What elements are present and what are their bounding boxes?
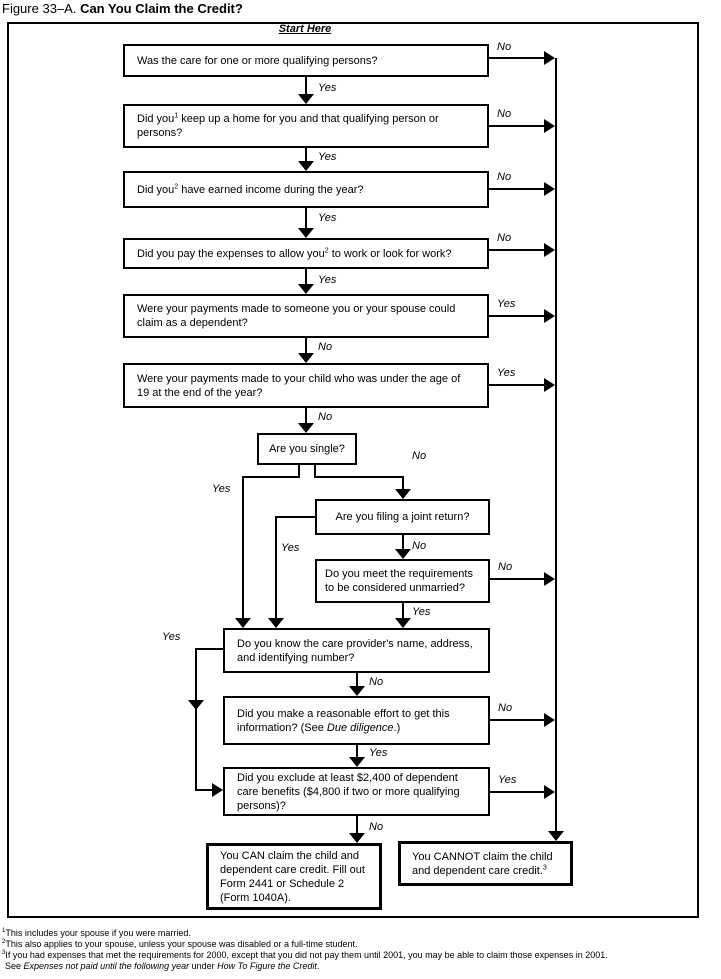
- flow-arrowhead-right: [544, 182, 555, 196]
- flow-line-q5-no: [305, 338, 307, 353]
- flow-line-q7-yes: [242, 476, 244, 618]
- yes-label: Yes: [318, 151, 337, 163]
- figure-number: Figure 33–A.: [2, 1, 77, 16]
- question-exclude-benefits: [223, 767, 490, 816]
- flow-arrowhead-down: [298, 161, 314, 171]
- no-label: No: [498, 702, 513, 714]
- yes-label: Yes: [318, 274, 337, 286]
- flow-rail-line: [555, 58, 557, 831]
- flow-arrowhead-right: [544, 572, 555, 586]
- flow-line-q6-no: [305, 408, 307, 423]
- question-earned-income: [123, 171, 489, 208]
- footnote-1: $^1$This includes your spouse if you were married.: [2, 928, 191, 938]
- footnote-4: See Expenses not paid until the following year under How To Figure the Credit.: [5, 961, 320, 971]
- flow-line-q10-no: [356, 673, 358, 686]
- result-text: You CAN claim the child and dependent care credit. Fill out Form 2441 or Schedule 2 (Form 1040A).: [220, 849, 365, 904]
- question-keep-up-home: [123, 104, 489, 148]
- question-text: Do you know the care provider's name, address, and identifying number?: [237, 637, 473, 664]
- question-text: Do you meet the requirements to be considered unmarried?: [325, 568, 473, 594]
- question-text: Did you make a reasonable effort to get this information? (See Due diligence.): [237, 707, 450, 734]
- flow-line-q10-yes: [195, 789, 213, 791]
- figure-heading: Can You Claim the Credit?: [80, 1, 243, 16]
- question-text: Was the care for one or more qualifying persons?: [137, 54, 378, 67]
- yes-label: Yes: [318, 82, 337, 94]
- no-label: No: [497, 232, 512, 244]
- yes-label: Yes: [162, 631, 181, 643]
- figure-title: [2, 1, 243, 16]
- flow-arrowhead-right: [544, 51, 555, 65]
- result-cannot-claim: [398, 841, 573, 886]
- footnotes: [2, 928, 719, 972]
- no-label: No: [369, 676, 384, 688]
- flow-arrowhead-down: [235, 618, 251, 628]
- yes-label: Yes: [498, 774, 517, 786]
- flow-arrowhead-down: [298, 284, 314, 294]
- flow-line-q7-yes: [242, 476, 300, 478]
- flow-line-q8-yes: [275, 516, 277, 618]
- flow-arrowhead-right: [212, 783, 223, 797]
- flow-line-q9-no: [490, 578, 545, 580]
- question-reasonable-effort: [223, 696, 490, 745]
- flow-arrowhead-down: [395, 618, 411, 628]
- flow-line-q1-yes: [305, 77, 307, 94]
- flow-arrowhead-down: [298, 423, 314, 433]
- no-label: No: [369, 821, 384, 833]
- flow-arrowhead-right: [544, 309, 555, 323]
- flow-line-q9-yes: [402, 603, 404, 618]
- start-here-label: Start Here: [278, 23, 332, 35]
- footnote-2: $^2$This also applies to your spouse, unless your spouse was disabled or a full-time student.: [2, 939, 358, 949]
- result-can-claim: [206, 843, 382, 910]
- question-text: Did you exclude at least $2,400 of dependent care benefits ($4,800 if two or more qualifying persons)?: [237, 771, 460, 812]
- question-considered-unmarried: [315, 559, 490, 603]
- question-payments-child-under-19: [123, 363, 489, 408]
- no-label: No: [498, 561, 513, 573]
- flow-line-q3-no: [489, 188, 545, 190]
- flow-line-q4-no: [489, 249, 545, 251]
- flow-line-q11-no: [490, 719, 545, 721]
- flow-arrowhead-down: [349, 833, 365, 843]
- flow-arrowhead-down: [268, 618, 284, 628]
- no-label: No: [497, 41, 512, 53]
- flow-arrowhead-down: [298, 353, 314, 363]
- question-care-qualifying-persons: [123, 44, 489, 77]
- question-text: Are you single?: [269, 443, 345, 455]
- flow-line-q7-no: [402, 476, 404, 489]
- flow-line-q8-no: [402, 535, 404, 549]
- flow-arrowhead-down: [298, 228, 314, 238]
- yes-label: Yes: [369, 747, 388, 759]
- flow-arrowhead-down: [188, 700, 204, 710]
- no-label: No: [318, 411, 333, 423]
- flow-arrowhead-down: [548, 831, 564, 841]
- flow-line-q10-yes: [195, 648, 223, 650]
- question-are-you-single: [257, 433, 357, 465]
- footnote-3: $^3$If you had expenses that met the requirements for 2000, except that you did not pay them until 2001, you may be able to claim those expenses in 2001.: [2, 950, 608, 960]
- question-text: Did you$^1$ keep up a home for you and that qualifying person or persons?: [137, 112, 439, 139]
- yes-label: Yes: [212, 483, 231, 495]
- question-text: Are you filing a joint return?: [335, 511, 470, 523]
- flow-line-q7-no: [314, 476, 404, 478]
- question-text: Were your payments made to your child who was under the age of 19 at the end of the year?: [137, 372, 461, 399]
- flow-line-q1-no: [489, 57, 545, 59]
- flow-line-q4-yes: [305, 269, 307, 284]
- question-payments-dependent: [123, 294, 489, 338]
- flow-line-q12-yes: [490, 791, 545, 793]
- yes-label: Yes: [412, 606, 431, 618]
- yes-label: Yes: [281, 542, 300, 554]
- question-care-provider-info: [223, 628, 490, 673]
- flow-line-q12-no: [356, 816, 358, 833]
- no-label: No: [497, 171, 512, 183]
- flow-line-q6-yes: [489, 384, 545, 386]
- flow-line-q2-no: [489, 125, 545, 127]
- flow-arrowhead-down: [395, 549, 411, 559]
- flow-line-q8-yes: [275, 516, 315, 518]
- no-label: No: [412, 540, 427, 552]
- question-text: Did you pay the expenses to allow you$^2$ to work or look for work?: [137, 246, 452, 260]
- flow-arrowhead-right: [544, 119, 555, 133]
- flow-line-q5-yes: [489, 315, 545, 317]
- no-label: No: [412, 450, 427, 462]
- question-text: Were your payments made to someone you or your spouse could claim as a dependent?: [137, 303, 456, 329]
- no-label: No: [318, 341, 333, 353]
- flow-line-q2-yes: [305, 148, 307, 161]
- flow-line-q3-yes: [305, 208, 307, 228]
- flow-arrowhead-down: [349, 686, 365, 696]
- result-text: You CANNOT claim the child and dependent care credit.$^3$: [412, 850, 553, 877]
- yes-label: Yes: [318, 212, 337, 224]
- flow-arrowhead-down: [395, 489, 411, 499]
- question-text: Did you$^2$ have earned income during the year?: [137, 182, 364, 196]
- question-joint-return: [315, 499, 490, 535]
- flow-arrowhead-down: [298, 94, 314, 104]
- flow-line-q10-yes: [195, 648, 197, 791]
- flow-arrowhead-down: [349, 757, 365, 767]
- flow-line-q11-yes: [356, 745, 358, 757]
- no-label: No: [497, 108, 512, 120]
- question-pay-expenses-work: [123, 238, 489, 269]
- yes-label: Yes: [497, 298, 516, 310]
- flow-arrowhead-right: [544, 785, 555, 799]
- flow-arrowhead-right: [544, 713, 555, 727]
- flow-arrowhead-right: [544, 378, 555, 392]
- yes-label: Yes: [497, 367, 516, 379]
- flow-arrowhead-right: [544, 243, 555, 257]
